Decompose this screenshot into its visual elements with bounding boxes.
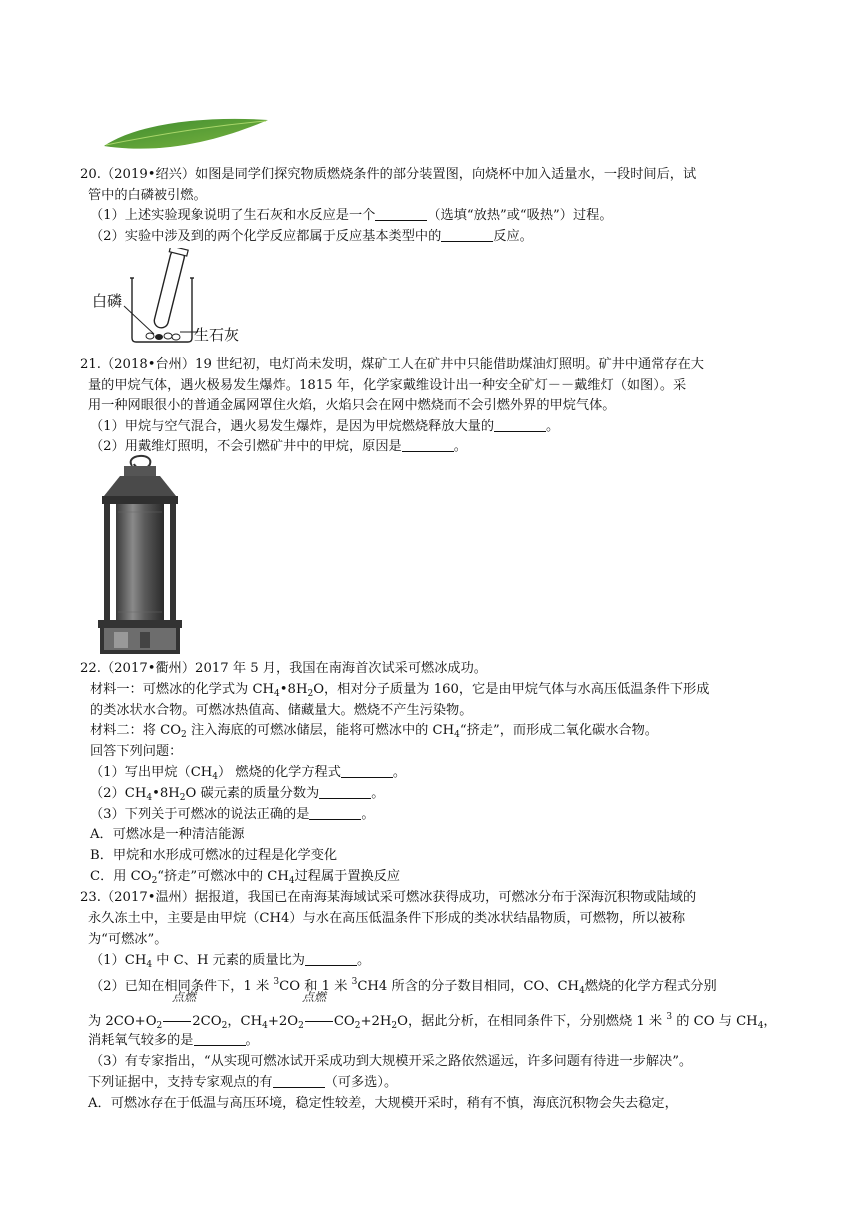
q22-part3: （3）下列关于可燃冰的说法正确的是 。 [90, 807, 375, 822]
q23-option-a: A．可燃冰存在于低温与高压环境，稳定性较差，大规模开采时，稍有不慎，海底沉积物会失去稳定， [88, 1096, 678, 1111]
answer-blank [375, 207, 427, 221]
q21-part2: （2）用戴维灯照明，不会引燃矿井中的甲烷，原因是 。 [90, 439, 467, 454]
q22-option-a: A．可燃冰是一种清洁能源 [90, 827, 245, 842]
label-leader-lines [120, 290, 200, 340]
q20-part2: （2）实验中涉及到的两个化学反应都属于反应基本类型中的 反应。 [90, 229, 533, 244]
q23-stem-line1: 23.（2017•温州）据报道，我国已在南海某海域试采可燃冰获得成功，可燃冰分布于深海沉积物或陆域的 [80, 890, 697, 905]
q22-ask: 回答下列问题： [90, 744, 183, 759]
answer-blank [402, 438, 454, 452]
q22-material1-line1: 材料一：可燃冰的化学式为 $CH_4•8H_2O$，相对分子质量为 160，它是由甲烷气体与水高压低温条件下形成 [90, 682, 710, 699]
q21-stem-line1: 21.（2018•台州）19 世纪初，电灯尚未发明，煤矿工人在矿井中只能借助煤油灯照明。矿井中通常存在大 [80, 357, 704, 372]
reaction-condition-2: 点燃 [302, 990, 327, 1004]
q22-stem: 22.（2017•衢州）2017 年 5 月，我国在南海首次试采可燃冰成功。 [80, 661, 487, 676]
reaction-arrow [162, 1014, 192, 1027]
q21-part1: （1）甲烷与空气混合，遇火易发生爆炸，是因为甲烷燃烧释放大量的 。 [90, 419, 560, 434]
q22-material1-line2: 的类冰状水合物。可燃冰热值高、储藏量大。燃烧不产生污染物。 [90, 703, 473, 718]
answer-blank [319, 785, 371, 799]
q22-option-c: C．用 $CO_2“$挤走”可燃冰中的 $CH_4$过程属于置换反应 [90, 869, 401, 886]
reaction-arrow [304, 1014, 334, 1027]
answer-blank [494, 418, 546, 432]
q20-stem-line1: 20.（2019•绍兴）如图是同学们探究物质燃烧条件的部分装置图，向烧杯中加入适量水，一段时间后，试 [80, 167, 697, 182]
q23-stem-line3: 为“可燃冰”。 [88, 932, 168, 947]
q22-part2: $(2)CH_4•8H_2O$ 碳元素的质量分数为 。 [90, 786, 385, 803]
reaction-condition-1: 点燃 [172, 990, 197, 1004]
q23-part2-line3: 消耗氧气较多的是 。 [88, 1033, 259, 1048]
q21-stem-line2: 量的甲烷气体，遇火极易发生爆炸。1815 年，化学家戴维设计出一种安全矿灯－－戴维灯（如图）。采 [88, 378, 687, 393]
answer-blank [194, 1032, 246, 1046]
leaf-figure [100, 116, 272, 156]
q23-part3-line1: （3）有专家指出，“从实现可燃冰试开采成功到大规模开采之路依然遥远，许多问题有待进一步解决”。 [90, 1054, 693, 1069]
answer-blank [305, 952, 357, 966]
label-quicklime: 生石灰 [194, 326, 240, 344]
q21-stem-line3: 用一种网眼很小的普通金属网罩住火焰，火焰只会在网中燃烧而不会引燃外界的甲烷气体。 [88, 398, 616, 413]
q22-option-b: B．甲烷和水形成可燃冰的过程是化学变化 [90, 848, 338, 863]
q23-part3-line2: 下列证据中，支持专家观点的有 （可多选）。 [88, 1075, 398, 1090]
davy-lamp-figure [94, 452, 186, 658]
q22-part1: （1）写出甲烷$(CH_4)$ 燃烧的化学方程式 。 [90, 765, 407, 782]
q23-equations: 为 $2CO+O_2$ $2CO_2$，$CH_4+2O_2$ $CO_2+2H_2O$，据此分析，在相同条件下，分别燃烧 1 米 $^3$ 的 CO 与 $CH_4$， [88, 1012, 777, 1031]
answer-blank [273, 1074, 325, 1088]
q23-stem-line2: 永久冻土中，主要是由甲烷（CH4）与水在高压低温条件下形成的类冰状结晶物质，可燃物，所以被称 [88, 911, 686, 926]
label-white-phosphorus: 白磷 [92, 292, 123, 310]
answer-blank [309, 806, 361, 820]
q23-part1: $(1)CH_4$ 中 C、H 元素的质量比为 。 [90, 953, 371, 970]
q20-stem-line2: 管中的白磷被引燃。 [88, 188, 207, 203]
answer-blank [341, 764, 393, 778]
q20-part1: （1）上述实验现象说明了生石灰和水反应是一个 （选填“放热”或“吸热”）过程。 [90, 208, 613, 223]
q22-material2: 材料二：将 $CO_2$ 注入海底的可燃冰储层，能将可燃冰中的 $CH_4“$挤走”，而形成二氧化碳水合物。 [90, 723, 658, 740]
answer-blank [441, 228, 493, 242]
q23-part2-line1: （2）已知在相同条件下，1 米 $^3$CO 和 1 米 $^3$CH4 所含的分子数目相同，CO、$CH_4$燃烧的化学方程式分别 [90, 977, 717, 996]
